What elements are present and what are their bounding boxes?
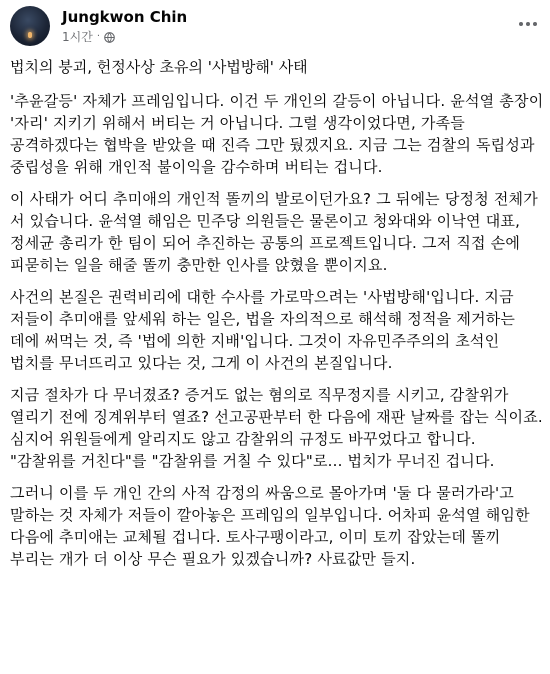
author-avatar[interactable] — [10, 6, 50, 46]
globe-icon[interactable] — [104, 32, 115, 43]
meta-separator: · — [96, 31, 101, 42]
post-paragraph: 지금 절차가 다 무너졌죠? 증거도 없는 혐의로 직무정지를 시키고, 감찰위가 열리기 전에 징계위부터 열죠? 선고공판부터 한 다음에 재판 날짜를 잡는 식이죠. 심지어 위원들에게 알리지도 않고 감찰위의 규정도 바꾸었다고 합니다. "감찰위를 거친다"를 "감찰위를 거칠 수 있다"로... 법치가 무너진 겁니다. — [10, 386, 543, 470]
post-body — [10, 56, 546, 580]
post-paragraph: 이 사태가 어디 추미애의 개인적 똘끼의 발로이던가요? 그 뒤에는 당정청 전체가 서 있습니다. 윤석열 해임은 민주당 의원들은 물론이고 청와대와 이낙연 대표, 정세균 총리가 한 팀이 되어 추진하는 공통의 프로젝트입니다. 그저 직접 손에 피묻히는 일을 해줄 똘끼 충만한 인사를 앉혔을 뿐이지요. — [10, 190, 538, 274]
post-paragraph: 사건의 본질은 권력비리에 대한 수사를 가로막으려는 '사법방해'입니다. 지금 저들이 추미애를 앞세워 하는 일은, 법을 자의적으로 해석해 정적을 제거하는 데에 써먹는 것, 즉 '법에 의한 지배'입니다. 그것이 자유민주주의의 초석인 법치를 무너뜨리고 있다는 것, 그게 이 사건의 본질입니다. — [10, 288, 516, 372]
post-timestamp[interactable]: 1시간 — [62, 30, 93, 44]
post-paragraph: '추윤갈등' 자체가 프레임입니다. 이건 두 개인의 갈등이 아닙니다. 윤석열 총장이 '자리' 지키기 위해서 버티는 거 아닙니다. 그럴 생각이었다면, 가족들 공격하겠다는 협박을 받았을 때 진즉 그만 뒀겠지요. 지금 그는 검찰의 독립성과 중립성을 위해 개인적 불이익을 감수하며 버티는 겁니다. — [10, 92, 544, 176]
post-paragraph: 그러니 이를 두 개인 간의 사적 감정의 싸움으로 몰아가며 '둘 다 물러가라'고 말하는 것 자체가 저들이 깔아놓은 프레임의 일부입니다. 어차피 윤석열 해임한 다음에 추미애는 교체될 겁니다. 토사구팽이라고, 이미 토끼 잡았는데 똘끼 부리는 개가 더 이상 무슨 필요가 있겠습니까? 사료값만 들지. — [10, 484, 530, 568]
post-header — [10, 6, 540, 50]
more-options-icon[interactable] — [518, 14, 538, 34]
post-title: 법치의 붕괴, 헌정사상 초유의 '사법방해' 사태 — [10, 58, 308, 76]
post-meta — [62, 30, 115, 44]
avatar-light — [28, 32, 32, 38]
author-name[interactable]: Jungkwon Chin — [62, 8, 188, 26]
